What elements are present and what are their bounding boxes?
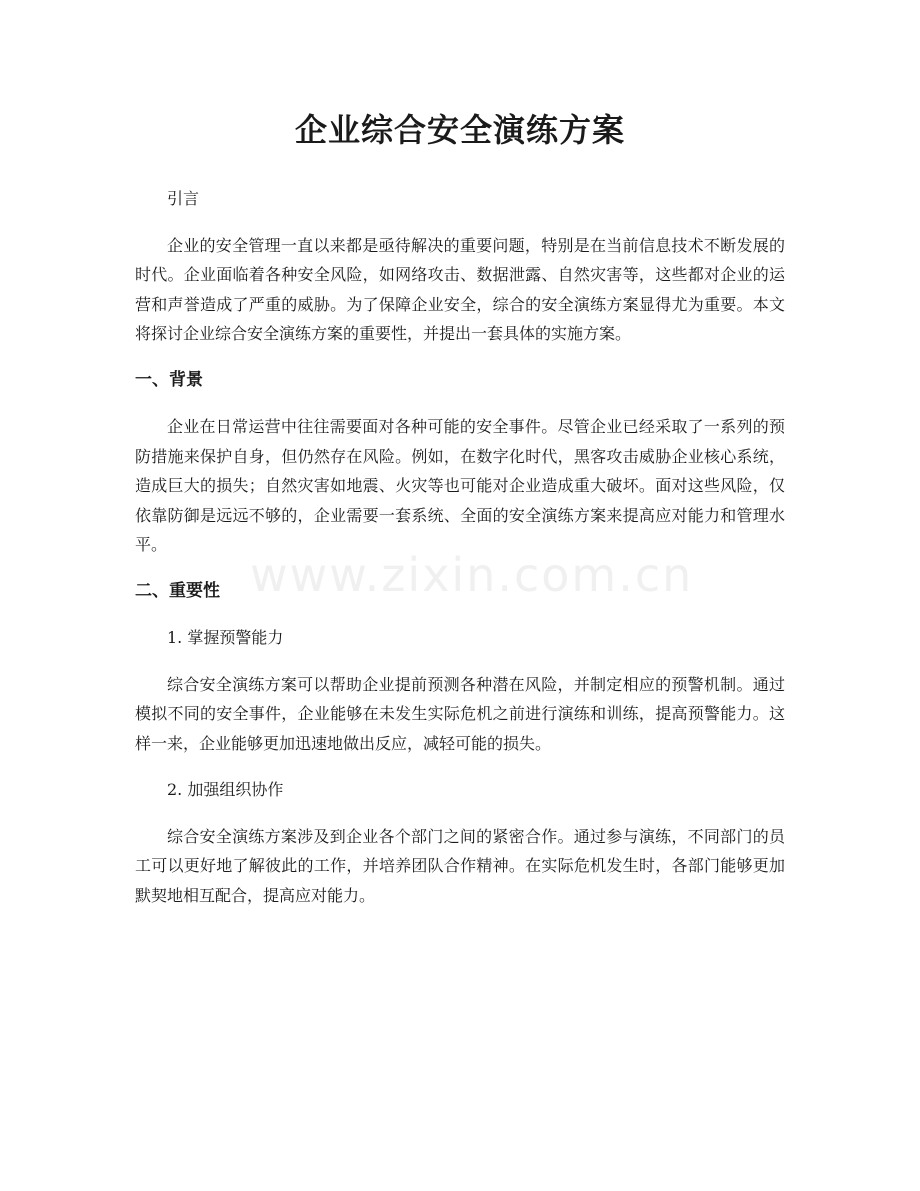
watermark: www.zixin.com.cn: [250, 548, 694, 602]
page-title: 企业综合安全演练方案: [294, 111, 625, 149]
section-heading-background: 一、背景: [135, 369, 203, 390]
intro-paragraph: 企业的安全管理一直以来都是亟待解决的重要问题，特别是在当前信息技术不断发展的时代。企业面临着各种安全风险，如网络攻击、数据泄露、自然灾害等，这些都对企业的运营和声誉造成了严重的威胁。为了保障企业安全，综合的安全演练方案显得尤为重要。本文将探讨企业综合安全演练方案的重要性，并提出一套具体的实施方案。: [135, 235, 785, 343]
collaboration-paragraph: 综合安全演练方案涉及到企业各个部门之间的紧密合作。通过参与演练，不同部门的员工可以更好地了解彼此的工作，并培养团队合作精神。在实际危机发生时，各部门能够更加默契地相互配合，提高应对能力。: [135, 826, 785, 905]
background-paragraph: 企业在日常运营中往往需要面对各种可能的安全事件。尽管企业已经采取了一系列的预防措施来保护自身，但仍然存在风险。例如，在数字化时代，黑客攻击威胁企业核心系统，造成巨大的损失；自然灾害如地震、火灾等也可能对企业造成重大破坏。面对这些风险，仅依靠防御是远远不够的，企业需要一套系统、全面的安全演练方案来提高应对能力和管理水平。: [135, 417, 785, 554]
subsection-title-early-warning: 1. 掌握预警能力: [167, 628, 284, 647]
document-body: [135, 184, 785, 927]
early-warning-paragraph: 综合安全演练方案可以帮助企业提前预测各种潜在风险，并制定相应的预警机制。通过模拟不同的安全事件，企业能够在未发生实际危机之前进行演练和训练，提高预警能力。这样一来，企业能够更加迅速地做出反应，减轻可能的损失。: [135, 674, 785, 753]
intro-label: 引言: [167, 189, 200, 208]
subsection-title-collaboration: 2. 加强组织协作: [167, 780, 284, 799]
section-heading-importance: 二、重要性: [135, 580, 220, 601]
